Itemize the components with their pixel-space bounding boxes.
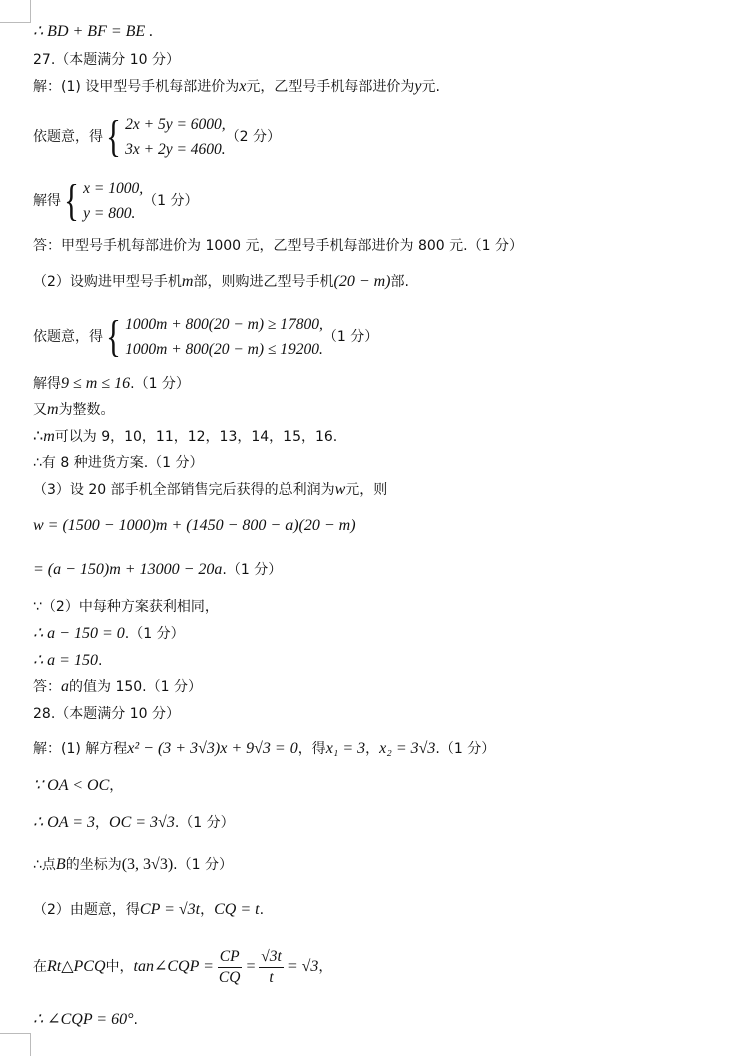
fraction-denominator: CQ	[218, 968, 241, 986]
text-run: .	[97, 653, 103, 669]
text-line-l05	[33, 176, 198, 226]
math-run: ∴	[33, 428, 44, 445]
text-run: ，	[318, 959, 333, 975]
equation-system-brace: {	[106, 312, 121, 361]
text-run: 解得	[33, 376, 61, 392]
text-run: 的值为 150.（1 分）	[69, 679, 202, 695]
text-run: ，	[365, 741, 380, 757]
text-run: 答：甲型号手机每部进价为 1000 元，乙型号手机每部进价为 800 元.（1 分）	[33, 238, 523, 254]
text-run: 依题意，得	[33, 129, 103, 145]
text-line-l03	[33, 77, 440, 97]
math-run: = (a − 150)m + 13000 − 20a	[33, 561, 223, 578]
math-run: CP = √3t	[139, 901, 201, 918]
text-line-l07	[33, 272, 409, 292]
text-line-l10	[33, 400, 115, 420]
math-run: (3, 3√3)	[121, 856, 174, 873]
text-run: 在	[33, 959, 47, 975]
text-run: .	[133, 1012, 138, 1028]
text-run: ∴点	[33, 857, 56, 873]
text-run: （2）由题意，得	[33, 902, 140, 918]
page-corner-mark-top	[0, 0, 31, 23]
math-run: tan∠CQP =	[133, 958, 214, 975]
text-run: .（1 分）	[435, 741, 496, 757]
math-run: m	[43, 428, 55, 445]
text-run: 的坐标为	[65, 857, 122, 873]
text-run: .	[259, 902, 265, 918]
text-run: 解：(1) 解方程	[33, 741, 128, 757]
text-run: ，得	[297, 741, 326, 757]
text-line-l12	[33, 453, 204, 473]
text-run: 解：(1) 设甲型号手机每部进价为	[33, 79, 240, 95]
equation-system	[83, 176, 143, 226]
text-line-l26	[33, 945, 332, 989]
math-run: (20 − m)	[333, 273, 391, 290]
text-run: .（1 分）	[174, 815, 235, 831]
text-line-l19	[33, 677, 202, 697]
math-run: ∴ BD + BF = BE .	[33, 23, 154, 40]
equation-system	[125, 312, 323, 362]
text-run: 可以为 9，10，11，12，13，14，15，16.	[54, 429, 338, 445]
text-run: （3）设 20 部手机全部销售完后获得的总利润为	[33, 482, 335, 498]
math-run: w = (1500 − 1000)m + (1450 − 800 − a)(20 − m)	[33, 517, 356, 534]
equation-system-brace: {	[106, 112, 121, 161]
text-run: 元，则	[345, 482, 388, 498]
equation-system	[125, 112, 226, 162]
text-line-l20	[33, 704, 180, 724]
equation-row: 2x + 5y = 6000,	[125, 116, 226, 133]
text-line-l27	[33, 1010, 138, 1030]
text-run: 部，则购进乙型号手机	[193, 274, 334, 290]
text-run: .（1 分）	[130, 376, 190, 392]
math-run: x² − (3 + 3√3)x + 9√3 = 0	[127, 740, 298, 757]
fraction-denominator: t	[269, 968, 274, 986]
text-line-l24	[33, 855, 233, 875]
text-line-l01	[33, 22, 153, 42]
fraction	[259, 947, 284, 988]
math-run: = √3	[286, 958, 319, 975]
text-line-l02	[33, 50, 180, 70]
text-run: ，	[109, 778, 124, 794]
text-run: .（1 分）	[222, 562, 283, 578]
text-line-l22	[33, 776, 123, 796]
text-line-l17	[33, 624, 185, 644]
text-line-l23	[33, 813, 235, 833]
fraction-numerator: CP	[218, 947, 242, 968]
text-line-l18	[33, 651, 102, 671]
equation-row: y = 800.	[83, 205, 136, 222]
text-line-l06	[33, 236, 523, 256]
text-run: 答：	[33, 679, 61, 695]
text-run: 解得	[33, 193, 61, 209]
text-run: 中，	[105, 959, 134, 975]
text-line-l15	[33, 560, 282, 580]
text-run: 部.	[390, 274, 409, 290]
text-run: 依题意，得	[33, 329, 103, 345]
math-run: ∴ a − 150 = 0	[33, 625, 125, 642]
math-run: x	[239, 78, 247, 95]
text-line-l16	[33, 597, 219, 617]
text-line-l09	[33, 374, 190, 394]
math-run: w	[334, 481, 346, 498]
math-run: x₂ = 3√3	[379, 740, 436, 757]
fraction	[217, 947, 243, 988]
math-run: ∴ a = 150	[33, 652, 98, 669]
equation-row: 1000m + 800(20 − m) ≤ 19200.	[125, 341, 323, 358]
math-run: ∵ OA < OC	[33, 777, 110, 794]
math-run: B	[55, 856, 66, 873]
math-run: ∴ ∠CQP = 60°	[33, 1011, 134, 1028]
text-run: 又	[33, 402, 47, 418]
text-run: 元，乙型号手机每部进价为	[246, 79, 415, 95]
math-run: ∴ OA = 3	[33, 814, 96, 831]
math-run: y	[414, 78, 422, 95]
math-run: =	[245, 958, 257, 975]
equation-system-brace: {	[64, 176, 79, 225]
text-run: .（1 分）	[173, 857, 233, 873]
math-run: 9 ≤ m ≤ 16	[61, 375, 131, 392]
text-line-l25	[33, 900, 264, 920]
text-run: 28.（本题满分 10 分）	[33, 706, 180, 722]
math-run: m	[47, 401, 59, 418]
fraction-numerator: √3t	[259, 947, 284, 968]
math-run: Rt△PCQ	[47, 958, 106, 975]
equation-row: 1000m + 800(20 − m) ≥ 17800,	[125, 316, 323, 333]
text-line-l11	[33, 427, 337, 447]
text-run: 为整数。	[58, 402, 115, 418]
math-run: m	[181, 273, 194, 290]
text-run: （1 分）	[322, 329, 379, 345]
math-run: CQ = t	[214, 901, 260, 918]
text-line-l13	[33, 480, 387, 500]
text-line-l21	[33, 739, 495, 759]
text-line-l04	[33, 112, 281, 162]
text-run: 元.	[421, 79, 440, 95]
text-run: ∴有 8 种进货方案.（1 分）	[33, 455, 204, 471]
text-run: 27.（本题满分 10 分）	[33, 52, 180, 68]
text-run: ，	[200, 902, 215, 918]
text-run: （2 分）	[225, 129, 282, 145]
math-run: a	[61, 678, 69, 695]
text-line-l14	[33, 516, 356, 536]
equation-row: x = 1000,	[83, 180, 144, 197]
math-run: x₁ = 3	[325, 740, 366, 757]
math-run: OC = 3√3	[109, 814, 175, 831]
text-line-l08	[33, 312, 378, 362]
text-run: ∵（2）中每种方案获利相同，	[33, 599, 219, 615]
equation-row: 3x + 2y = 4600.	[125, 141, 226, 158]
page-corner-mark-bottom	[0, 1033, 31, 1056]
text-run: ，	[95, 815, 110, 831]
text-run: .（1 分）	[124, 626, 185, 642]
text-run: （1 分）	[143, 193, 199, 209]
text-run: （2）设购进甲型号手机	[33, 274, 182, 290]
